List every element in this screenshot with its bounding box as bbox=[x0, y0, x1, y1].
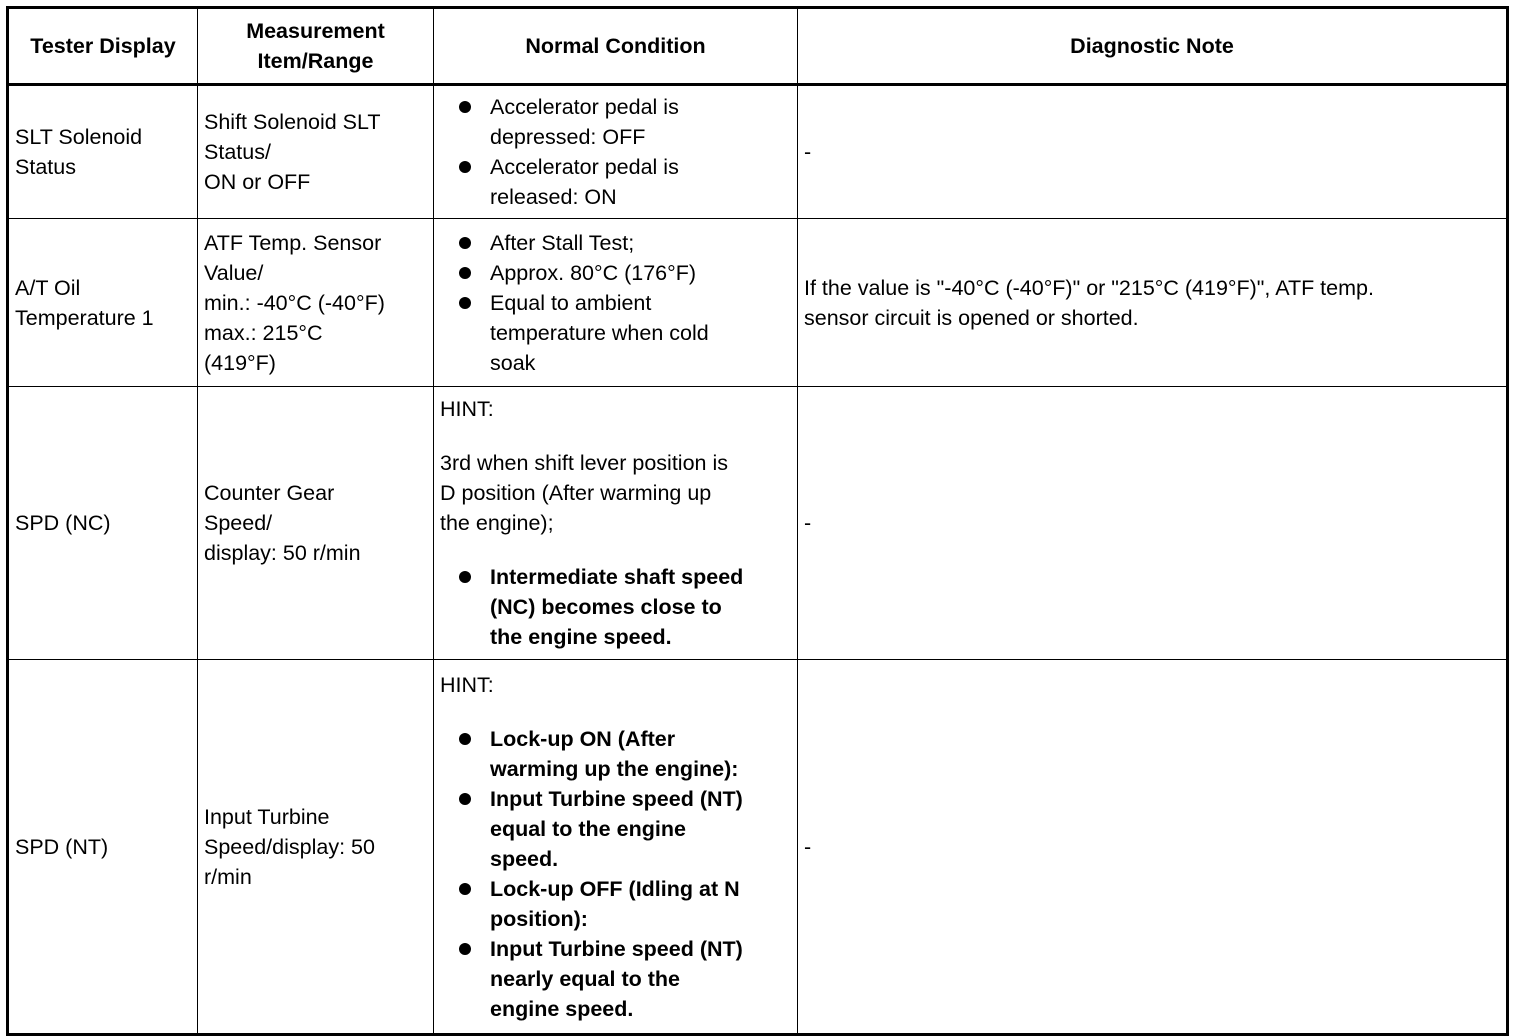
list-item: Lock-up ON (After warming up the engine): bbox=[440, 724, 791, 784]
cell-normal-condition bbox=[434, 85, 798, 219]
header-diagnostic-note: Diagnostic Note bbox=[798, 8, 1508, 85]
list-item: After Stall Test; bbox=[440, 228, 791, 258]
hint-text: D position (After warming up bbox=[440, 481, 712, 505]
data-list-table bbox=[6, 6, 1509, 1036]
table-row bbox=[8, 85, 1508, 219]
bullet-icon bbox=[459, 161, 471, 173]
table-row bbox=[8, 219, 1508, 387]
bullet-icon bbox=[459, 571, 471, 583]
bullet-icon bbox=[459, 883, 471, 895]
list-item: Equal to ambient temperature when cold soak bbox=[440, 288, 791, 378]
header-measurement-item: Measurement Item/Range bbox=[198, 8, 434, 85]
table-row bbox=[8, 660, 1508, 1035]
bullet-icon bbox=[459, 733, 471, 745]
cell-diagnostic-note: - bbox=[798, 660, 1508, 1035]
list-item: Approx. 80°C (176°F) bbox=[440, 258, 791, 288]
bullet-icon bbox=[459, 943, 471, 955]
hint-label: HINT: bbox=[440, 672, 494, 697]
bullet-icon bbox=[459, 793, 471, 805]
list-item: Intermediate shaft speed (NC) becomes close to the engine speed. bbox=[440, 562, 791, 652]
cell-measurement-item: Counter Gear Speed/ display: 50 r/min bbox=[198, 387, 434, 660]
list-item: Lock-up OFF (Idling at N position): bbox=[440, 874, 791, 934]
cell-measurement-item: ATF Temp. Sensor Value/ min.: -40°C (-40°F) max.: 215°C (419°F) bbox=[198, 219, 434, 387]
cell-measurement-item: Input Turbine Speed/display: 50 r/min bbox=[198, 660, 434, 1035]
header-normal-condition: Normal Condition bbox=[434, 8, 798, 85]
list-item: Input Turbine speed (NT) nearly equal to the engine speed. bbox=[440, 934, 791, 1024]
list-item: Input Turbine speed (NT) equal to the engine speed. bbox=[440, 784, 791, 874]
cell-tester-display: SPD (NT) bbox=[8, 660, 198, 1035]
hint-text: 3rd when shift lever position is bbox=[440, 451, 729, 475]
bullet-icon bbox=[459, 237, 471, 249]
table-row bbox=[8, 387, 1508, 660]
header-tester-display: Tester Display bbox=[8, 8, 198, 85]
hint-label: HINT: bbox=[440, 397, 494, 421]
cell-tester-display: A/T Oil Temperature 1 bbox=[8, 219, 198, 387]
bullet-icon bbox=[459, 267, 471, 279]
cell-normal-condition bbox=[434, 660, 798, 1035]
list-item: Accelerator pedal is released: ON bbox=[440, 152, 791, 212]
cell-measurement-item: Shift Solenoid SLT Status/ ON or OFF bbox=[198, 85, 434, 219]
cell-diagnostic-note: - bbox=[798, 85, 1508, 219]
bullet-icon bbox=[459, 297, 471, 309]
list-item: Accelerator pedal is depressed: OFF bbox=[440, 92, 791, 152]
cell-tester-display: SLT Solenoid Status bbox=[8, 85, 198, 219]
cell-normal-condition bbox=[434, 219, 798, 387]
cell-diagnostic-note: - bbox=[798, 387, 1508, 660]
cell-diagnostic-note: If the value is "-40°C (-40°F)" or "215°C (419°F)", ATF temp. sensor circuit is opened or shorted. bbox=[798, 219, 1508, 387]
cell-tester-display: SPD (NC) bbox=[8, 387, 198, 660]
hint-text: the engine); bbox=[440, 511, 554, 535]
table-wrapper bbox=[6, 6, 1509, 1036]
table-header-row bbox=[8, 8, 1508, 85]
bullet-icon bbox=[459, 101, 471, 113]
cell-normal-condition bbox=[434, 387, 798, 660]
